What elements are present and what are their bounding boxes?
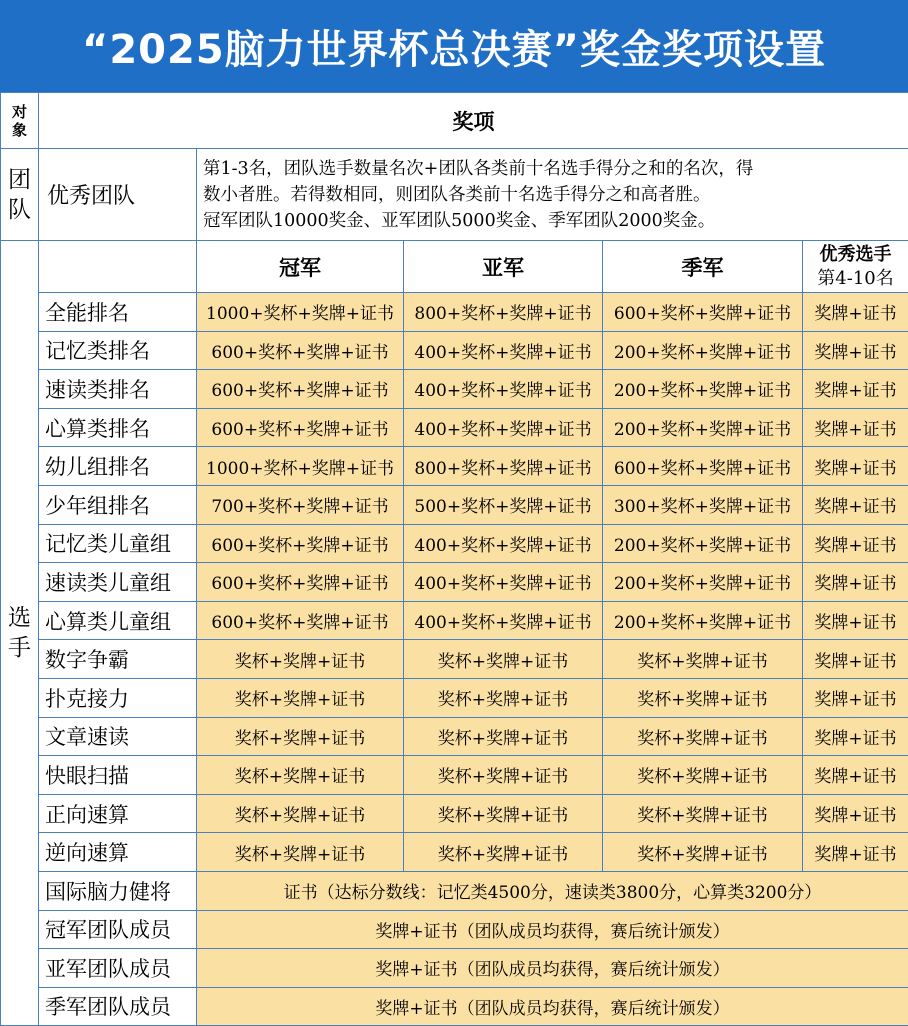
- table-row: [1, 833, 908, 872]
- cell-first: 1000+奖杯+奖牌+证书: [197, 293, 404, 332]
- cell-third: 奖杯+奖牌+证书: [603, 794, 803, 833]
- row-name: 扑克接力: [39, 678, 197, 717]
- cell-excellent: 奖牌+证书: [803, 717, 908, 756]
- cell-excellent: 奖牌+证书: [803, 293, 908, 332]
- row-name: 国际脑力健将: [39, 871, 197, 910]
- cell-excellent: 奖牌+证书: [803, 833, 908, 872]
- cell-third: 200+奖杯+奖牌+证书: [603, 370, 803, 409]
- team-side-label: 团队: [1, 149, 39, 241]
- cell-third: 300+奖杯+奖牌+证书: [603, 485, 803, 524]
- row-name: 快眼扫描: [39, 756, 197, 795]
- table-row: [1, 910, 908, 949]
- cell-first: 奖杯+奖牌+证书: [197, 640, 404, 679]
- team-award-description: [197, 149, 908, 241]
- cell-second: 400+奖杯+奖牌+证书: [404, 524, 603, 563]
- cell-first: 600+奖杯+奖牌+证书: [197, 331, 404, 370]
- cell-second: 奖杯+奖牌+证书: [404, 678, 603, 717]
- team-desc-line: 数小者胜。若得数相同，则团队各类前十名选手得分之和高者胜。: [203, 182, 902, 208]
- cell-third: 200+奖杯+奖牌+证书: [603, 563, 803, 602]
- cell-first: 600+奖杯+奖牌+证书: [197, 370, 404, 409]
- cell-third: 200+奖杯+奖牌+证书: [603, 408, 803, 447]
- cell-first: 600+奖杯+奖牌+证书: [197, 563, 404, 602]
- cell-second: 奖杯+奖牌+证书: [404, 794, 603, 833]
- cell-third: 200+奖杯+奖牌+证书: [603, 331, 803, 370]
- cell-second: 400+奖杯+奖牌+证书: [404, 563, 603, 602]
- cell-third: 200+奖杯+奖牌+证书: [603, 601, 803, 640]
- cell-excellent: 奖牌+证书: [803, 640, 908, 679]
- table-row: [1, 370, 908, 409]
- table-row: [1, 756, 908, 795]
- cell-excellent: 奖牌+证书: [803, 563, 908, 602]
- cell-excellent: 奖牌+证书: [803, 485, 908, 524]
- table-row: [1, 678, 908, 717]
- row-name: 速读类排名: [39, 370, 197, 409]
- cell-award-span: 奖牌+证书（团队成员均获得，赛后统计颁发）: [197, 987, 908, 1026]
- cell-first: 600+奖杯+奖牌+证书: [197, 524, 404, 563]
- row-name: 少年组排名: [39, 485, 197, 524]
- cell-third: 奖杯+奖牌+证书: [603, 717, 803, 756]
- table-row: [1, 408, 908, 447]
- table-row: [1, 871, 908, 910]
- cell-second: 800+奖杯+奖牌+证书: [404, 293, 603, 332]
- table-row: [1, 717, 908, 756]
- row-name: 逆向速算: [39, 833, 197, 872]
- header-row: [1, 93, 908, 149]
- column-header-excellent: 优秀选手 第4-10名: [803, 241, 908, 293]
- cell-first: 奖杯+奖牌+证书: [197, 794, 404, 833]
- team-desc-line: 冠军团队10000奖金、亚军团队5000奖金、季军团队2000奖金。: [203, 208, 902, 234]
- row-name: 正向速算: [39, 794, 197, 833]
- row-name: 数字争霸: [39, 640, 197, 679]
- column-header-blank: [39, 241, 197, 293]
- cell-second: 400+奖杯+奖牌+证书: [404, 331, 603, 370]
- cell-excellent: 奖牌+证书: [803, 447, 908, 486]
- cell-first: 奖杯+奖牌+证书: [197, 833, 404, 872]
- table-row: [1, 293, 908, 332]
- cell-excellent: 奖牌+证书: [803, 331, 908, 370]
- team-row: [1, 149, 908, 241]
- cell-excellent: 奖牌+证书: [803, 756, 908, 795]
- row-name: 季军团队成员: [39, 987, 197, 1026]
- row-name: 记忆类儿童组: [39, 524, 197, 563]
- awards-table: [0, 92, 908, 1026]
- award-header: 奖项: [39, 93, 908, 149]
- cell-second: 400+奖杯+奖牌+证书: [404, 601, 603, 640]
- table-row: [1, 640, 908, 679]
- table-row: [1, 794, 908, 833]
- table-row: [1, 949, 908, 988]
- table-row: [1, 485, 908, 524]
- cell-third: 奖杯+奖牌+证书: [603, 833, 803, 872]
- table-row: [1, 331, 908, 370]
- cell-excellent: 奖牌+证书: [803, 370, 908, 409]
- table-row: [1, 987, 908, 1026]
- cell-excellent: 奖牌+证书: [803, 601, 908, 640]
- cell-second: 500+奖杯+奖牌+证书: [404, 485, 603, 524]
- row-name: 亚军团队成员: [39, 949, 197, 988]
- column-header-row: [1, 241, 908, 293]
- cell-excellent: 奖牌+证书: [803, 524, 908, 563]
- team-desc-line: 第1-3名，团队选手数量名次+团队各类前十名选手得分之和的名次，得: [203, 156, 902, 182]
- row-name: 文章速读: [39, 717, 197, 756]
- cell-second: 奖杯+奖牌+证书: [404, 756, 603, 795]
- cell-first: 奖杯+奖牌+证书: [197, 756, 404, 795]
- column-header-second: 亚军: [404, 241, 603, 293]
- row-name: 幼儿组排名: [39, 447, 197, 486]
- cell-second: 奖杯+奖牌+证书: [404, 717, 603, 756]
- team-award-name: 优秀团队: [39, 149, 197, 241]
- table-row: [1, 563, 908, 602]
- cell-third: 奖杯+奖牌+证书: [603, 640, 803, 679]
- column-header-first: 冠军: [197, 241, 404, 293]
- object-header: [1, 93, 39, 149]
- cell-excellent: 奖牌+证书: [803, 794, 908, 833]
- column-header-third: 季军: [603, 241, 803, 293]
- cell-award-span: 证书（达标分数线：记忆类4500分，速读类3800分，心算类3200分）: [197, 871, 908, 910]
- table-row: [1, 524, 908, 563]
- cell-first: 1000+奖杯+奖牌+证书: [197, 447, 404, 486]
- cell-excellent: 奖牌+证书: [803, 678, 908, 717]
- cell-award-span: 奖牌+证书（团队成员均获得，赛后统计颁发）: [197, 949, 908, 988]
- table-row: [1, 447, 908, 486]
- cell-first: 700+奖杯+奖牌+证书: [197, 485, 404, 524]
- row-name: 心算类儿童组: [39, 601, 197, 640]
- cell-third: 200+奖杯+奖牌+证书: [603, 524, 803, 563]
- row-name: 全能排名: [39, 293, 197, 332]
- cell-first: 奖杯+奖牌+证书: [197, 678, 404, 717]
- player-side-label: 选手: [1, 241, 39, 1026]
- cell-third: 奖杯+奖牌+证书: [603, 678, 803, 717]
- cell-second: 400+奖杯+奖牌+证书: [404, 408, 603, 447]
- row-name: 速读类儿童组: [39, 563, 197, 602]
- cell-second: 800+奖杯+奖牌+证书: [404, 447, 603, 486]
- row-name: 心算类排名: [39, 408, 197, 447]
- cell-excellent: 奖牌+证书: [803, 408, 908, 447]
- cell-second: 400+奖杯+奖牌+证书: [404, 370, 603, 409]
- row-name: 冠军团队成员: [39, 910, 197, 949]
- object-header-label: 对象: [10, 103, 30, 139]
- cell-award-span: 奖牌+证书（团队成员均获得，赛后统计颁发）: [197, 910, 908, 949]
- cell-first: 600+奖杯+奖牌+证书: [197, 601, 404, 640]
- cell-first: 奖杯+奖牌+证书: [197, 717, 404, 756]
- cell-third: 600+奖杯+奖牌+证书: [603, 293, 803, 332]
- cell-second: 奖杯+奖牌+证书: [404, 833, 603, 872]
- page-title: “2025脑力世界杯总决赛”奖金奖项设置: [0, 0, 908, 92]
- table-row: [1, 601, 908, 640]
- cell-third: 奖杯+奖牌+证书: [603, 756, 803, 795]
- cell-second: 奖杯+奖牌+证书: [404, 640, 603, 679]
- cell-first: 600+奖杯+奖牌+证书: [197, 408, 404, 447]
- cell-third: 600+奖杯+奖牌+证书: [603, 447, 803, 486]
- row-name: 记忆类排名: [39, 331, 197, 370]
